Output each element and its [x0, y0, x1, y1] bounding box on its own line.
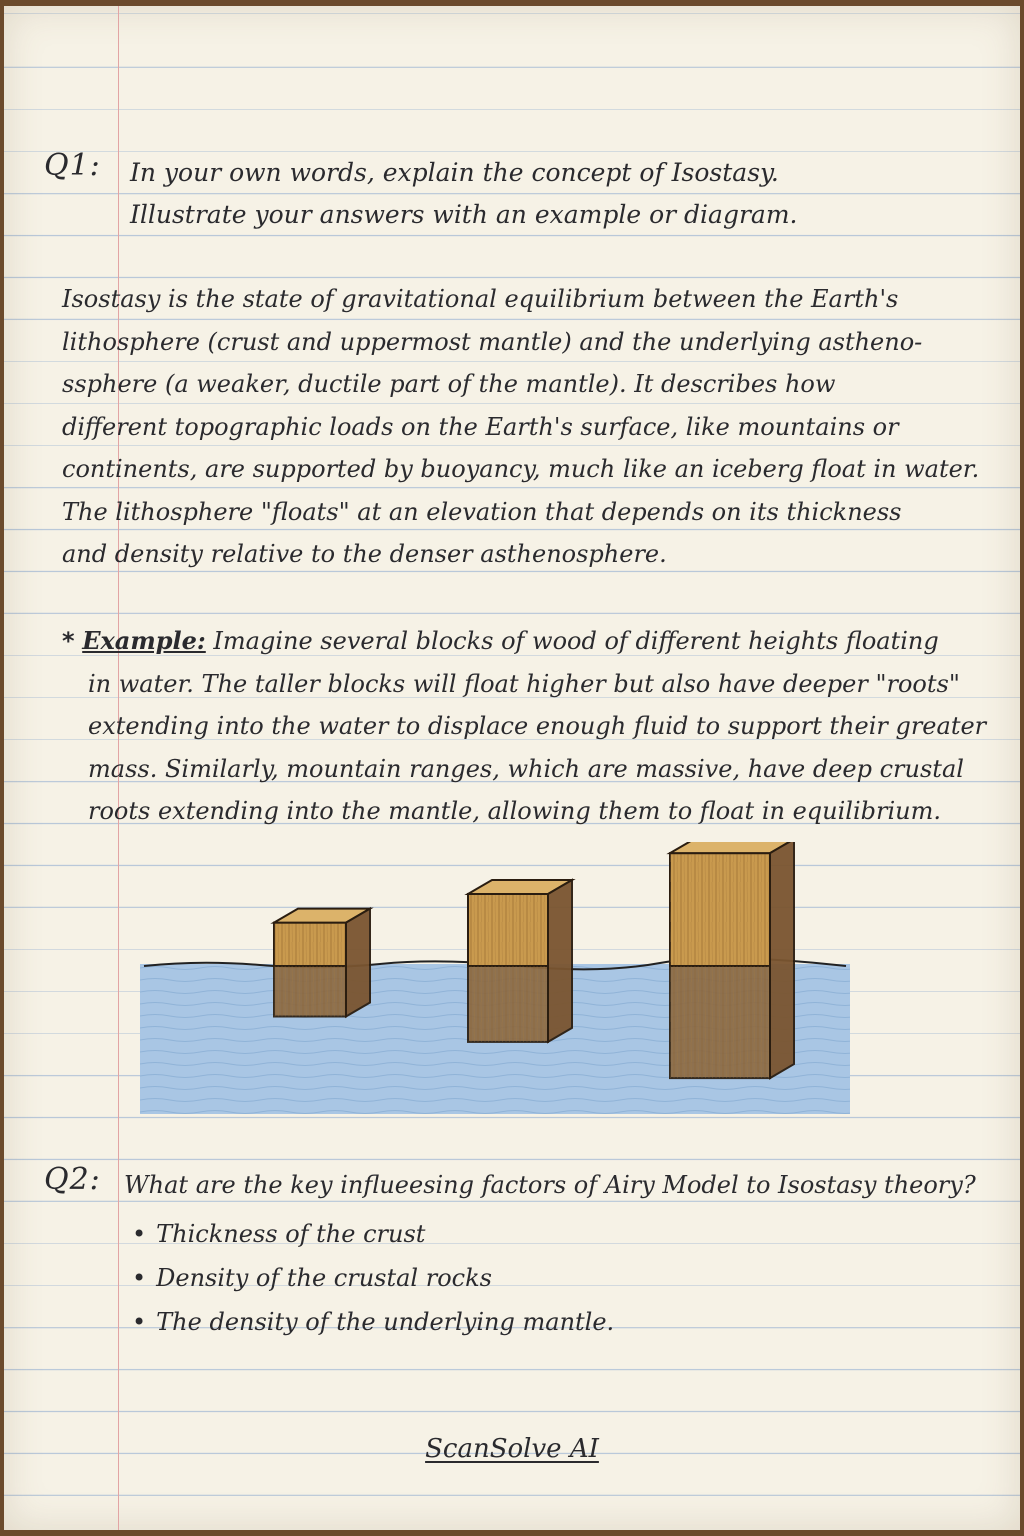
wood-block: [274, 909, 370, 1017]
example-block: [62, 620, 1012, 833]
notebook-page: [4, 6, 1020, 1530]
example-star: *: [62, 627, 75, 655]
q1-question-line-2: Illustrate your answers with an example or diagram.: [130, 200, 798, 229]
example-line: in water. The taller blocks will float higher but also have deeper "roots": [88, 669, 960, 698]
answer-line: continents, are supported by buoyancy, much like an iceberg float in water.: [62, 455, 980, 483]
q2-label: Q2:: [44, 1162, 101, 1197]
example-line: mass. Similarly, mountain ranges, which are massive, have deep crustal: [88, 754, 964, 783]
example-line: extending into the water to displace enough fluid to support their greater: [88, 712, 987, 740]
example-line: Imagine several blocks of wood of different heights floating: [213, 627, 939, 655]
example-heading: Example:: [82, 626, 206, 655]
wood-block: [468, 880, 572, 1042]
footer-brand: [4, 1434, 1020, 1464]
q2-question: What are the key influeesing factors of Airy Model to Isostasy theory?: [124, 1171, 976, 1199]
answer-line: The lithosphere "floats" at an elevation that depends on its thickness: [62, 497, 902, 526]
q1-answer: [62, 278, 1012, 576]
list-item: • Density of the crustal rocks: [132, 1256, 614, 1300]
answer-line: ssphere (a weaker, ductile part of the mantle). It describes how: [62, 370, 836, 398]
answer-line: Isostasy is the state of gravitational equilibrium between the Earth's: [62, 285, 899, 313]
wood-block: [670, 842, 794, 1078]
q1-label: Q1:: [44, 148, 101, 183]
answer-line: different topographic loads on the Earth's surface, like mountains or: [62, 412, 899, 441]
answer-line: lithosphere (crust and uppermost mantle) and the underlying astheno-: [62, 327, 923, 356]
floating-blocks-diagram: [140, 842, 860, 1122]
list-item: • Thickness of the crust: [132, 1212, 614, 1256]
q1-question: [130, 152, 797, 236]
list-item: • The density of the underlying mantle.: [132, 1300, 614, 1344]
q1-question-line-1: In your own words, explain the concept of Isostasy.: [130, 158, 779, 187]
answer-line: and density relative to the denser asthenosphere.: [62, 540, 667, 568]
brand-name: ScanSolve AI: [425, 1434, 599, 1464]
example-line: roots extending into the mantle, allowing them to float in equilibrium.: [88, 797, 941, 825]
q2-factor-list: [132, 1212, 614, 1344]
